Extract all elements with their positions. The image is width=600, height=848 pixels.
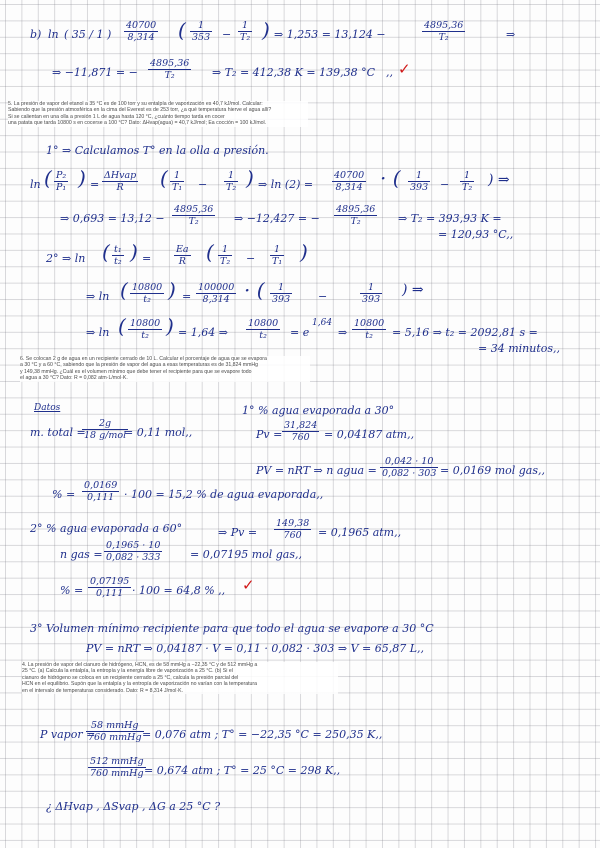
arrow: ⇒ — [338, 326, 348, 339]
fraction-31824-760: $\frac{31,824}{760}$ — [284, 420, 318, 443]
close-paren: ) — [130, 240, 138, 264]
fraction-2g-18: 2g 18 g/mol — [84, 418, 127, 441]
n-gas-label: n gas = — [60, 548, 103, 561]
fraction-4895-t2: $\frac{4895,36}{\text{T₂}}$ — [424, 20, 464, 43]
fraction-10800-t2-b: $\frac{10800}{\text{t₂}}$ — [130, 318, 161, 341]
dot-open-paren: · ( — [380, 166, 401, 190]
open-paren: ( — [44, 166, 52, 190]
p-vapor-result-2: = 0,674 atm ; T° = 25 °C = 298 K,, — [144, 764, 341, 777]
problem-statement-4: 4. La presión de vapor del cianuro de hidrógeno, HCN, es de 58 mmHg a −22,35 °C y de 512 mmHg a 25 °C. (a) Calcula la entalpía, la entropía y la energía libre de vaporización a 25 °C. (b) Si el cianuro de hidrógeno se coloca en un recipiente cerrado a 25 °C, calcula la presión parcial del HCN en el equilibrio. Supón que la entalpía y la entropía de vaporización no varían con la temperatura en el intervalo de temperaturas considerado. Dato: R = 8,314 J/mol·K. — [22, 662, 338, 694]
ln-symbol: ln — [30, 178, 41, 191]
check-mark-icon: ✓ — [398, 60, 411, 78]
pct-30-heading: 1° % agua evaporada a 30° — [242, 404, 395, 417]
open-paren: ( — [118, 314, 126, 338]
fraction-ngas: $\frac{0,1965 \cdot 10}{0,082 \cdot 333}$ — [106, 540, 161, 563]
open-paren: ( — [120, 278, 128, 302]
step-1-heading: 1° ⇒ Calculamos T° en la olla a presión. — [46, 144, 269, 157]
problem-statement-6: 6. Se colocan 2 g de agua en un recipiente cerrado de 10 L. Calcular el porcentaje de agua que se evapora a 30 °C y a 60 °C, sabiendo que la presión de vapor del agua a esas temperaturas es de 31,824 mmHg y 149,38 mmHg. ¿Cuál es el volumen mínimo que debe tener el recipiente para que se evapore todo el agua a 30 °C? Dato: R = 0,082 atm·L/mol·K. — [20, 356, 310, 382]
fraction-1-393-c: $\frac{1}{393}$ — [362, 282, 381, 305]
fraction-1-t2: $\frac{1}{\text{T₂}}$ — [240, 20, 251, 43]
open-paren: ( — [206, 240, 214, 264]
c-line6-result: = 5,16 ⇒ t₂ = 2092,81 s = — [392, 326, 538, 339]
fraction-512-760: 512 mmHg 760 mmHg — [90, 756, 144, 779]
pv-nrt-label: PV = nRT ⇒ n agua = — [256, 464, 377, 477]
fraction-100000-8314: $\frac{100000}{8,314}$ — [198, 282, 235, 305]
fraction-t1-t2: $\frac{\text{t₁}}{\text{t₂}}$ — [114, 244, 122, 267]
ratio-paren: ( 35 / 1 ) — [64, 28, 112, 41]
fraction-4895-t2-c: $\frac{4895,36}{\text{T₂}}$ — [174, 204, 214, 227]
dot-open-paren: · ( — [244, 278, 265, 302]
equals: = — [90, 178, 100, 191]
fraction-1-t1-b: $\frac{1}{\text{T₁}}$ — [272, 244, 283, 267]
fraction-1-393: $\frac{1}{393}$ — [410, 170, 429, 193]
fraction-07195-0111: $\frac{0,07195}{0,111}$ — [90, 576, 130, 599]
minus: − — [318, 290, 328, 303]
minus: − — [198, 178, 208, 191]
pv-result: = 0,04187 atm,, — [324, 428, 415, 441]
close-paren: ) — [78, 166, 86, 190]
fraction-1-t2-f: $\frac{1}{\text{T₂}}$ — [220, 244, 231, 267]
ln-symbol: ln — [48, 28, 59, 41]
close-paren: ) — [168, 278, 176, 302]
m-total-result: = 0,11 mol,, — [124, 426, 193, 439]
fraction-dh-r: $\frac{40700}{8,314}$ — [126, 20, 157, 43]
pct-label: % = — [52, 488, 76, 501]
datos-heading: Datos — [34, 403, 61, 413]
c-line3-result: ⇒ T₂ = 393,93 K = — [398, 212, 502, 225]
pct-60-heading: 2° % agua evaporada a 60° — [30, 522, 183, 535]
c-line3-mid: ⇒ −12,427 = − — [234, 212, 320, 225]
n-gas-result: = 0,07195 mol gas,, — [190, 548, 303, 561]
close-paren: ) — [166, 314, 174, 338]
fraction-10800-t2-d: $\frac{10800}{\text{t₂}}$ — [354, 318, 385, 341]
fraction-10800-t2-c: $\frac{10800}{\text{t₂}}$ — [248, 318, 279, 341]
pct2-result: · 100 = 64,8 % ,, — [132, 584, 226, 597]
b-label: b) — [30, 28, 42, 41]
fraction-1-t2-c: $\frac{1}{\text{T₂}}$ — [226, 170, 237, 193]
equals: = — [182, 290, 192, 303]
fraction-14938-760: $\frac{149,38}{760}$ — [276, 518, 310, 541]
fraction-ea-r: $\frac{Ea}{R}$ — [176, 244, 189, 267]
minus: − — [246, 252, 256, 265]
pct2-label: % = — [60, 584, 84, 597]
open-paren: ( — [160, 166, 168, 190]
b-line2-start: ⇒ −11,871 = − — [52, 66, 138, 79]
e-exponent: 1,64 — [312, 318, 333, 328]
fraction-4895-t2-b: $\frac{4895,36}{\text{T₂}}$ — [150, 58, 190, 81]
volume-line: PV = nRT ⇒ 0,04187 · V = 0,11 · 0,082 · 303 ⇒ V = 65,87 L,, — [86, 642, 425, 655]
check-mark-icon: ✓ — [242, 576, 255, 594]
pct-result: · 100 = 15,2 % de agua evaporada,, — [124, 488, 324, 501]
fraction-p2-p1: $\frac{\text{P₂}}{\text{P₁}}$ — [56, 170, 67, 193]
p-vapor-label: P vapor = — [40, 728, 96, 741]
c-line6-start: ⇒ ln — [86, 326, 110, 339]
p-vapor-result-1: = 0,076 atm ; T° = −22,35 °C = 250,35 K,, — [142, 728, 383, 741]
b-line2-result: ⇒ T₂ = 412,38 K = 139,38 °C — [212, 66, 375, 79]
nrt-result: = 0,0169 mol gas,, — [440, 464, 546, 477]
fraction-nrt: $\frac{0,042 \cdot 10}{0,082 \cdot 303}$ — [382, 456, 437, 479]
c-line3-start: ⇒ 0,693 = 13,12 − — [60, 212, 165, 225]
pv-60-label: ⇒ Pv = — [218, 526, 258, 539]
c-line6-mid: = 1,64 ⇒ — [178, 326, 228, 339]
fraction-1-353: $\frac{1}{353}$ — [192, 20, 211, 43]
c-line5-start: ⇒ ln — [86, 290, 110, 303]
pv-60-result: = 0,1965 atm,, — [318, 526, 402, 539]
b-line2-tail: ,, — [386, 66, 393, 79]
step-2-ln: 2° ⇒ ln — [46, 252, 86, 265]
volume-heading: 3° Volumen mínimo recipiente para que todo el agua se evapore a 30 °C — [30, 622, 434, 635]
fraction-dh-r-c: ΔHvap R — [104, 170, 137, 193]
close-paren-arrow: ) ⇒ — [402, 282, 424, 298]
minus: − — [222, 28, 232, 41]
fraction-1-t2-d: $\frac{1}{\text{T₂}}$ — [462, 170, 473, 193]
ln2-result: ⇒ ln (2) = — [258, 178, 314, 191]
equals: = — [142, 252, 152, 265]
b-result-1: ⇒ 1,253 = 13,124 − — [274, 28, 386, 41]
c-line6-result2: = 34 minutos,, — [478, 342, 561, 355]
problem-statement-5: 5. La presión de vapor del etanol a 35 °C es de 100 torr y su entalpía de vaporización es 40,7 kJ/mol. Calcular: Sabiendo que la presión atmosférica en la cima del Everest es de 253 torr, ¿a qué temperatura hierve el agua allí? Si se calientan en una olla a presión 1 L de agua hasta 120 °C, ¿cuánto tiempo tarda en cocer una patata que tarda 10800 s en cocerse a 100 °C? Dato: ΔHvap(agua) = 40,7 kJ/mol; Ea cocción = 100 kJ/mol. — [8, 101, 308, 127]
close-paren: ) — [262, 18, 270, 42]
open-paren: ( — [102, 240, 110, 264]
fraction-4895-t2-e: $\frac{4895,36}{\text{T₂}}$ — [336, 204, 376, 227]
close-paren-arrow: ) ⇒ — [488, 172, 510, 188]
minus: − — [440, 178, 450, 191]
question-line: ¿ ΔHvap , ΔSvap , ΔG a 25 °C ? — [46, 800, 221, 813]
open-paren: ( — [178, 18, 186, 42]
fraction-40700-8314: $\frac{40700}{8,314}$ — [334, 170, 365, 193]
m-total-label: m. total = — [30, 426, 86, 439]
arrow: ⇒ — [506, 28, 516, 41]
c-line3-result2: = 120,93 °C,, — [438, 228, 514, 241]
e-power: = e — [290, 326, 310, 339]
close-paren: ) — [246, 166, 254, 190]
fraction-58-760: 58 mmHg 760 mmHg — [88, 720, 142, 743]
fraction-0169-0111: $\frac{0,0169}{0,111}$ — [84, 480, 118, 503]
fraction-1-t1: $\frac{1}{\text{T₁}}$ — [172, 170, 183, 193]
close-paren: ) — [300, 240, 308, 264]
fraction-1-393-b: $\frac{1}{393}$ — [272, 282, 291, 305]
fraction-10800-t2: $\frac{10800}{\text{t₂}}$ — [132, 282, 163, 305]
pv-label: Pv = — [256, 428, 283, 441]
